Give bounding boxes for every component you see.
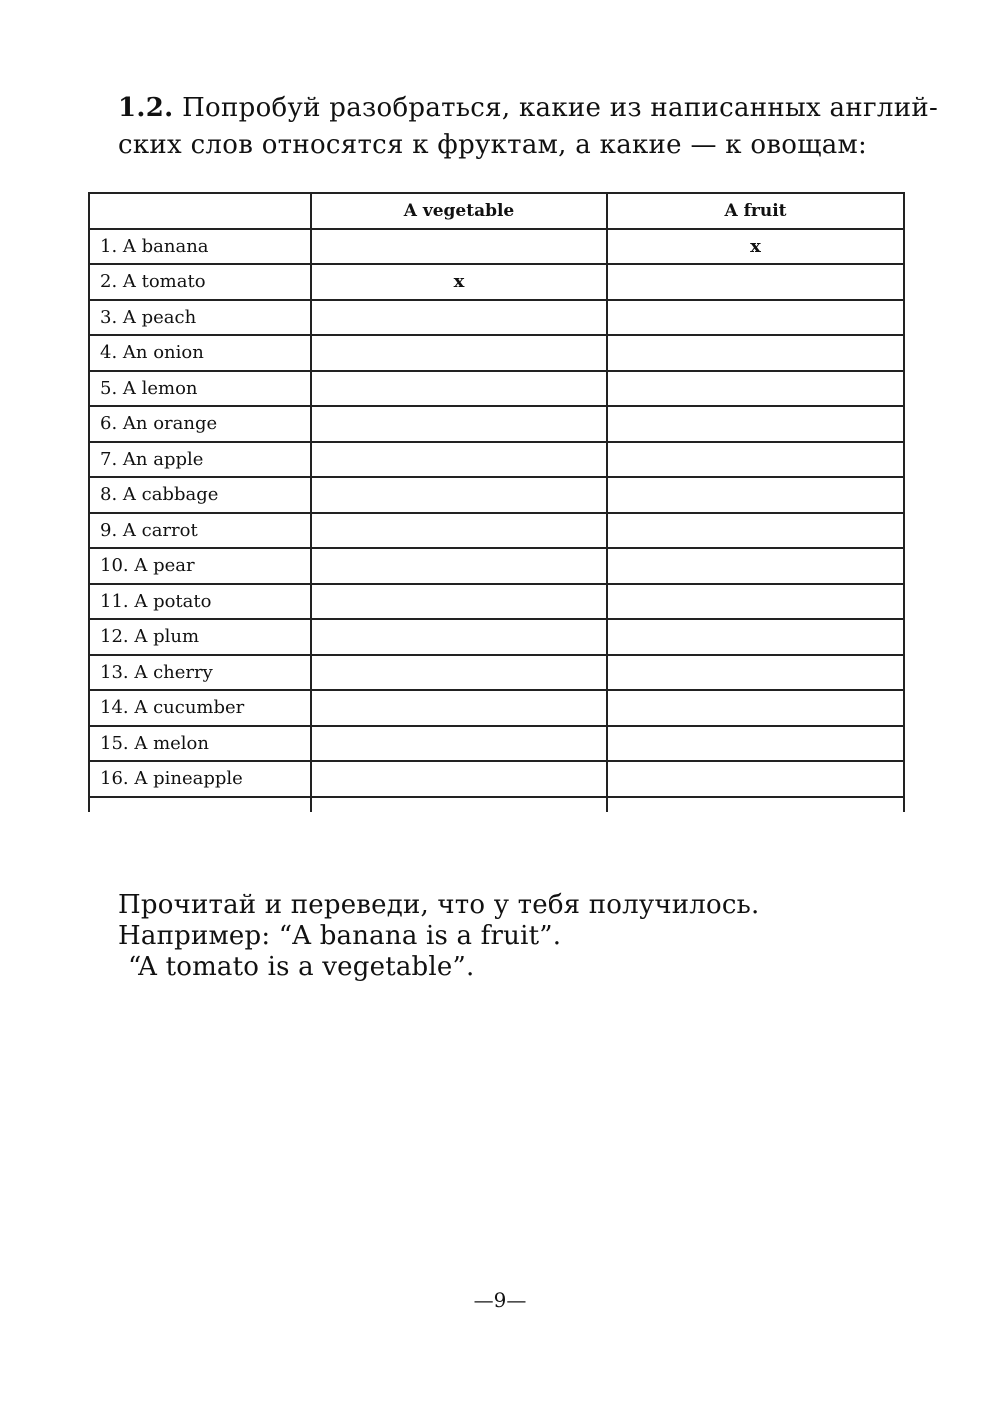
word-cell: 13. A cherry [89, 655, 311, 691]
page-number: —9— [473, 1288, 527, 1312]
table-row [89, 548, 904, 584]
word-cell: 16. A pineapple [89, 761, 311, 797]
table-continuation [89, 797, 904, 812]
table-row [89, 726, 904, 762]
word-cell: 2. A tomato [89, 264, 311, 300]
table-header-row [89, 193, 904, 229]
word-cell: 8. A cabbage [89, 477, 311, 513]
fruit-cell [607, 300, 904, 336]
vegetable-cell [311, 229, 607, 265]
table-row [89, 513, 904, 549]
followup-example-2: “A tomato is a vegetable”. [128, 952, 475, 982]
table-row [89, 442, 904, 478]
word-cell: 9. A carrot [89, 513, 311, 549]
word-cell: 5. A lemon [89, 371, 311, 407]
vegetable-cell: x [311, 264, 607, 300]
fruit-cell [607, 513, 904, 549]
fruit-cell: x [607, 229, 904, 265]
table-row [89, 264, 904, 300]
vegetable-cell [311, 584, 607, 620]
header-vegetable: A vegetable [311, 193, 607, 229]
task-line-1 [118, 90, 939, 127]
word-cell: 15. A melon [89, 726, 311, 762]
followup-text [118, 890, 759, 983]
vegetable-cell [311, 655, 607, 691]
word-cell: 4. An onion [89, 335, 311, 371]
word-cell: 12. A plum [89, 619, 311, 655]
continuation-cell [89, 797, 311, 812]
vegetable-cell [311, 726, 607, 762]
continuation-cell [311, 797, 607, 812]
word-cell: 10. A pear [89, 548, 311, 584]
fruit-cell [607, 619, 904, 655]
table-row [89, 619, 904, 655]
word-cell: 1. A banana [89, 229, 311, 265]
header-fruit: A fruit [607, 193, 904, 229]
header-word [89, 193, 311, 229]
vegetable-cell [311, 406, 607, 442]
table-row [89, 584, 904, 620]
fruit-cell [607, 584, 904, 620]
word-cell: 14. A cucumber [89, 690, 311, 726]
table-row [89, 229, 904, 265]
fruit-cell [607, 264, 904, 300]
vegetable-cell [311, 761, 607, 797]
fruit-cell [607, 761, 904, 797]
fruit-cell [607, 690, 904, 726]
fruit-cell [607, 442, 904, 478]
fruit-cell [607, 406, 904, 442]
vegetable-cell [311, 477, 607, 513]
fruit-cell [607, 477, 904, 513]
vegetable-cell [311, 548, 607, 584]
table-row [89, 406, 904, 442]
task-line-1-text: Попробуй разобраться, какие из написанных англий- [173, 93, 939, 123]
continuation-cell [607, 797, 904, 812]
fruit-cell [607, 548, 904, 584]
table-row [89, 477, 904, 513]
word-cell: 7. An apple [89, 442, 311, 478]
word-cell: 11. A potato [89, 584, 311, 620]
table-row [89, 335, 904, 371]
word-cell: 6. An orange [89, 406, 311, 442]
fruit-cell [607, 655, 904, 691]
vegetable-cell [311, 300, 607, 336]
fruit-cell [607, 335, 904, 371]
vegetable-cell [311, 442, 607, 478]
followup-example-1: Например: “A banana is a fruit”. [118, 921, 562, 951]
table-row [89, 371, 904, 407]
vegetable-cell [311, 619, 607, 655]
table-row [89, 655, 904, 691]
table-row [89, 761, 904, 797]
task-line-2: ских слов относятся к фруктам, а какие — к овощам: [118, 130, 868, 160]
vegetable-cell [311, 690, 607, 726]
vegetable-cell [311, 335, 607, 371]
followup-instruction: Прочитай и переведи, что у тебя получилось. [118, 890, 760, 920]
classification-table [88, 192, 905, 812]
task-number: 1.2. [118, 93, 174, 123]
task-text [118, 90, 939, 164]
table-row [89, 300, 904, 336]
fruit-cell [607, 371, 904, 407]
fruit-cell [607, 726, 904, 762]
table-row [89, 690, 904, 726]
word-cell: 3. A peach [89, 300, 311, 336]
vegetable-cell [311, 371, 607, 407]
vegetable-cell [311, 513, 607, 549]
